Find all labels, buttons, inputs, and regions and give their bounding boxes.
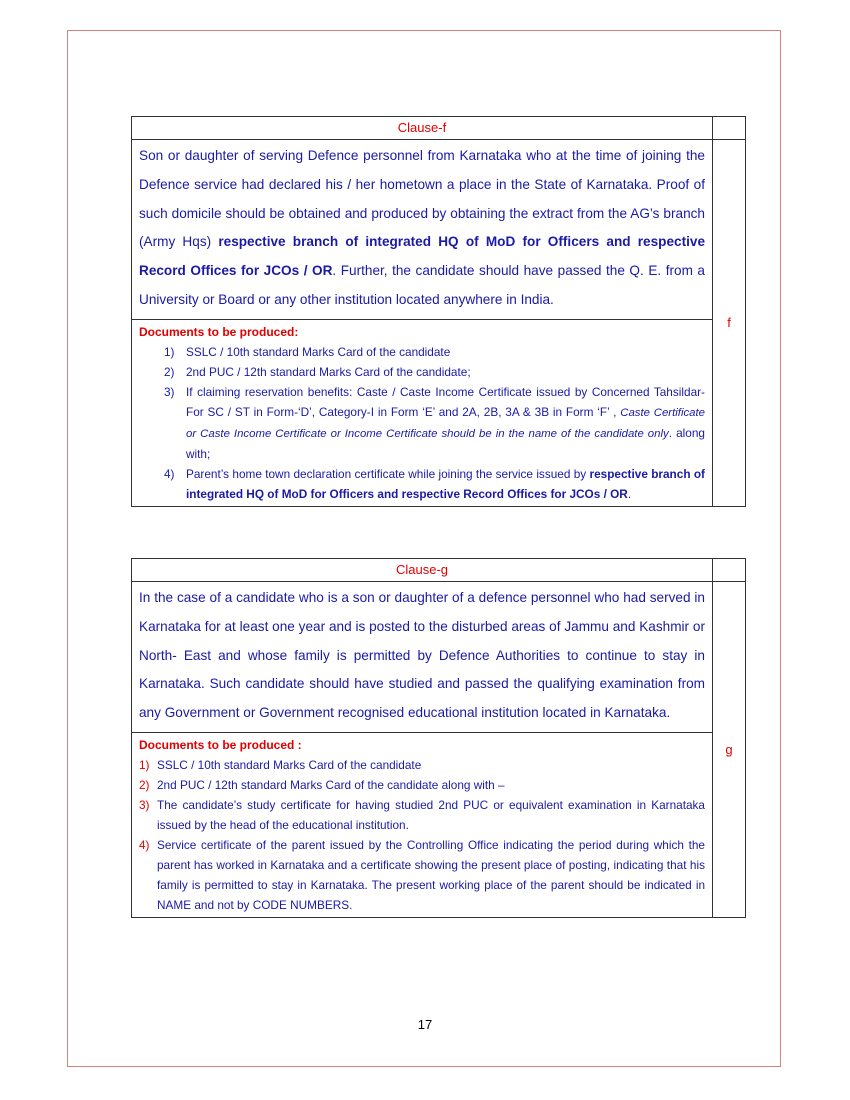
clause-f-side-header [713, 117, 746, 140]
clause-f-letter: f [713, 140, 746, 507]
list-item-number: 2) [139, 777, 150, 792]
list-item [139, 795, 705, 835]
list-item [139, 342, 705, 362]
list-item-italic-note: Caste Certificate or Caste Income Certificate or Income Certificate should be in the name of the candidate only [186, 406, 706, 440]
list-item [139, 835, 705, 915]
clause-f-body-bold: respective branch of integrated HQ of MoD for Officers and respective Record Offices for JCOs / OR [139, 234, 706, 279]
list-item [139, 755, 705, 775]
list-item-text: Service certificate of the parent issued by the Controlling Office indicating the period during which the parent has worked in Karnataka and a certificate showing the present place of posting, indicating that his family is permitted to stay in Karnataka. The present working place of the parent should be indicated in NAME and not by CODE NUMBERS. [157, 837, 705, 912]
list-item [139, 382, 705, 464]
clause-g-letter: g [713, 582, 746, 918]
clause-f-header: Clause-f [132, 117, 713, 140]
list-item-number: 3) [164, 384, 175, 399]
clause-f-table [131, 116, 746, 507]
list-item [139, 775, 705, 795]
clause-f-body [132, 140, 713, 320]
clause-g-documents [132, 732, 713, 917]
list-item-text: SSLC / 10th standard Marks Card of the candidate [157, 757, 422, 772]
list-item-number: 3) [139, 797, 150, 812]
list-item-tail: . [627, 486, 632, 501]
list-item-number: 1) [164, 344, 175, 359]
list-item-text: The candidate’s study certificate for having studied 2nd PUC or equivalent examination in Karnataka issued by the head of the educational institution. [157, 797, 705, 832]
list-item-text: SSLC / 10th standard Marks Card of the candidate [186, 344, 451, 359]
list-item-number: 4) [139, 837, 150, 852]
list-item [139, 362, 705, 382]
list-item-number: 2) [164, 364, 175, 379]
list-item-number: 1) [139, 757, 150, 772]
clause-f-documents [132, 319, 713, 506]
page-number: 17 [417, 1017, 433, 1032]
clause-f-documents-list [139, 342, 705, 504]
clause-g-table [131, 558, 746, 918]
clause-g-header: Clause-g [132, 559, 713, 582]
clause-f-body-part3: . Further, the candidate should have passed the Q. E. from a University or Board or any other institution located anywhere in India. [139, 263, 705, 307]
list-item-bold: respective branch of integrated HQ of MoD for Officers and respective Record Offices for JCOs / OR [186, 466, 705, 501]
list-item [139, 464, 705, 504]
list-item-tail: . along with; [186, 425, 705, 461]
clause-f-body-part1: Son or daughter of serving Defence personnel from Karnataka who at the time of joining the Defence service had declared his / her hometown a place in the State of Karnataka. Proof of such domicile should be obtained and produced by obtaining the extract from the AG’s branch (Army Hqs) [139, 148, 705, 250]
clause-g-documents-title: Documents to be produced : [139, 737, 302, 752]
clause-g-side-header [713, 559, 746, 582]
clause-g-documents-list [139, 755, 705, 915]
list-item-text: Parent’s home town declaration certificate while joining the service issued by [186, 466, 590, 481]
clause-f-documents-title: Documents to be produced: [139, 324, 299, 339]
list-item-text: 2nd PUC / 12th standard Marks Card of the candidate along with – [157, 777, 505, 792]
list-item-text: If claiming reservation benefits: Caste / Caste Income Certificate issued by Concerned Tahsildar- For SC / ST in Form-‘D’, Category-I in Form ‘E’ and 2A, 2B, 3A & 3B in Form ‘F’ , [186, 384, 705, 419]
list-item-number: 4) [164, 466, 175, 481]
clause-g-body: In the case of a candidate who is a son or daughter of a defence personnel who had served in Karnataka for at least one year and is posted to the disturbed areas of Jammu and Kashmir or North- East and whose family is permitted by Defence Authorities to continue to stay in Karnataka. Such candidate should have studied and passed the qualifying examination from any Government or Government recognised educational institution located in Karnataka. [132, 582, 713, 733]
list-item-text: 2nd PUC / 12th standard Marks Card of the candidate; [186, 364, 471, 379]
